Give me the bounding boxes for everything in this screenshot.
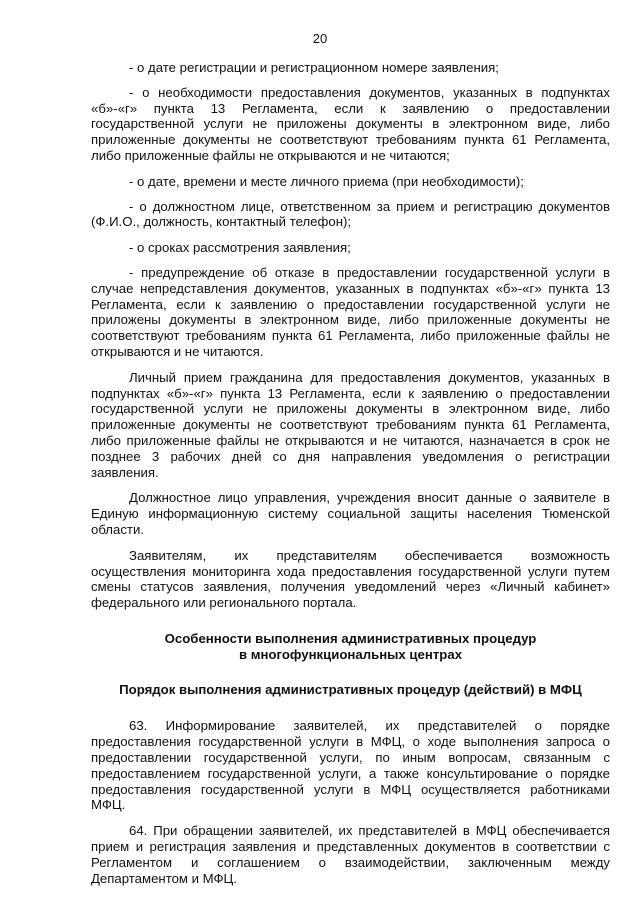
page-number: 20 (312, 31, 328, 46)
section-heading-line-1: Особенности выполнения административных процедур (164, 630, 537, 646)
paragraph-documents-required: - о необходимости предоставления документов, указанных в подпунктах «б»-«г» пункта 13 Регламента, если к заявлению о предоставлении государственной услуги не приложены документы в электронном виде, либо приложенные документы не соответствуют требованиям пункта 61 Регламента, либо приложенные файлы не открываются и не читаются; (91, 84, 610, 163)
section-heading-line-2: в многофункциональных центрах (238, 647, 463, 663)
section-heading (91, 631, 610, 664)
paragraph-responsible-official: - о должностном лице, ответственном за прием и регистрацию документов (Ф.И.О., должность, контактный телефон); (91, 198, 610, 230)
paragraph-64: 64. При обращении заявителей, их представителей в МФЦ обеспечивается прием и регистрация заявления и представленных документов в соответствии с Регламентом и соглашением о взаимодействии, заключенным между Департаментом и МФЦ. (91, 823, 610, 886)
paragraph-personal-reception: Личный прием гражданина для предоставления документов, указанных в подпунктах «б»-«г» пункта 13 Регламента, если к заявлению о предоставлении государственной услуги не приложены документы в электронном виде, либо приложенные документы не соответствуют требованиям пункта 61 Регламента, либо приложенные файлы не открываются и не читаются, назначается в срок не позднее 3 рабочих дней со дня направления уведомления о регистрации заявления. (91, 369, 610, 480)
paragraph-63: 63. Информирование заявителей, их представителей о порядке предоставления государственной услуги в МФЦ, о ходе выполнения запроса о предоставлении государственной услуги, по иным вопросам, связанным с предоставлением государственной услуги, а также консультирование о порядке предоставления государственной услуги в МФЦ осуществляется работниками МФЦ. (91, 718, 610, 813)
subsection-heading: Порядок выполнения административных процедур (действий) в МФЦ (119, 681, 582, 697)
paragraph-refusal-warning: - предупреждение об отказе в предоставлении государственной услуги в случае непредставления документов, указанных в подпунктах «б»-«г» пункта 13 Регламента, если к заявлению о предоставлении государственной услуги не приложены документы в электронном виде, либо приложенные документы не соответствуют требованиям пункта 61 Регламента, либо приложенные файлы не открываются и не читаются. (91, 264, 610, 359)
paragraph-monitoring: Заявителям, их представителям обеспечивается возможность осуществления мониторинга хода предоставления государственной услуги путем смены статусов заявления, получения уведомлений через «Личный кабинет» федерального или регионального портала. (91, 547, 610, 611)
paragraph-data-entry: Должностное лицо управления, учреждения вносит данные о заявителе в Единую информационную систему социальной защиты населения Тюменской области. (91, 490, 610, 537)
paragraph-reception-date: - о дате, времени и месте личного приема (при необходимости); (129, 173, 524, 189)
paragraph-registration-date: - о дате регистрации и регистрационном номере заявления; (129, 60, 499, 75)
document-body (91, 60, 610, 896)
paragraph-review-terms: - о сроках рассмотрения заявления; (129, 240, 351, 256)
